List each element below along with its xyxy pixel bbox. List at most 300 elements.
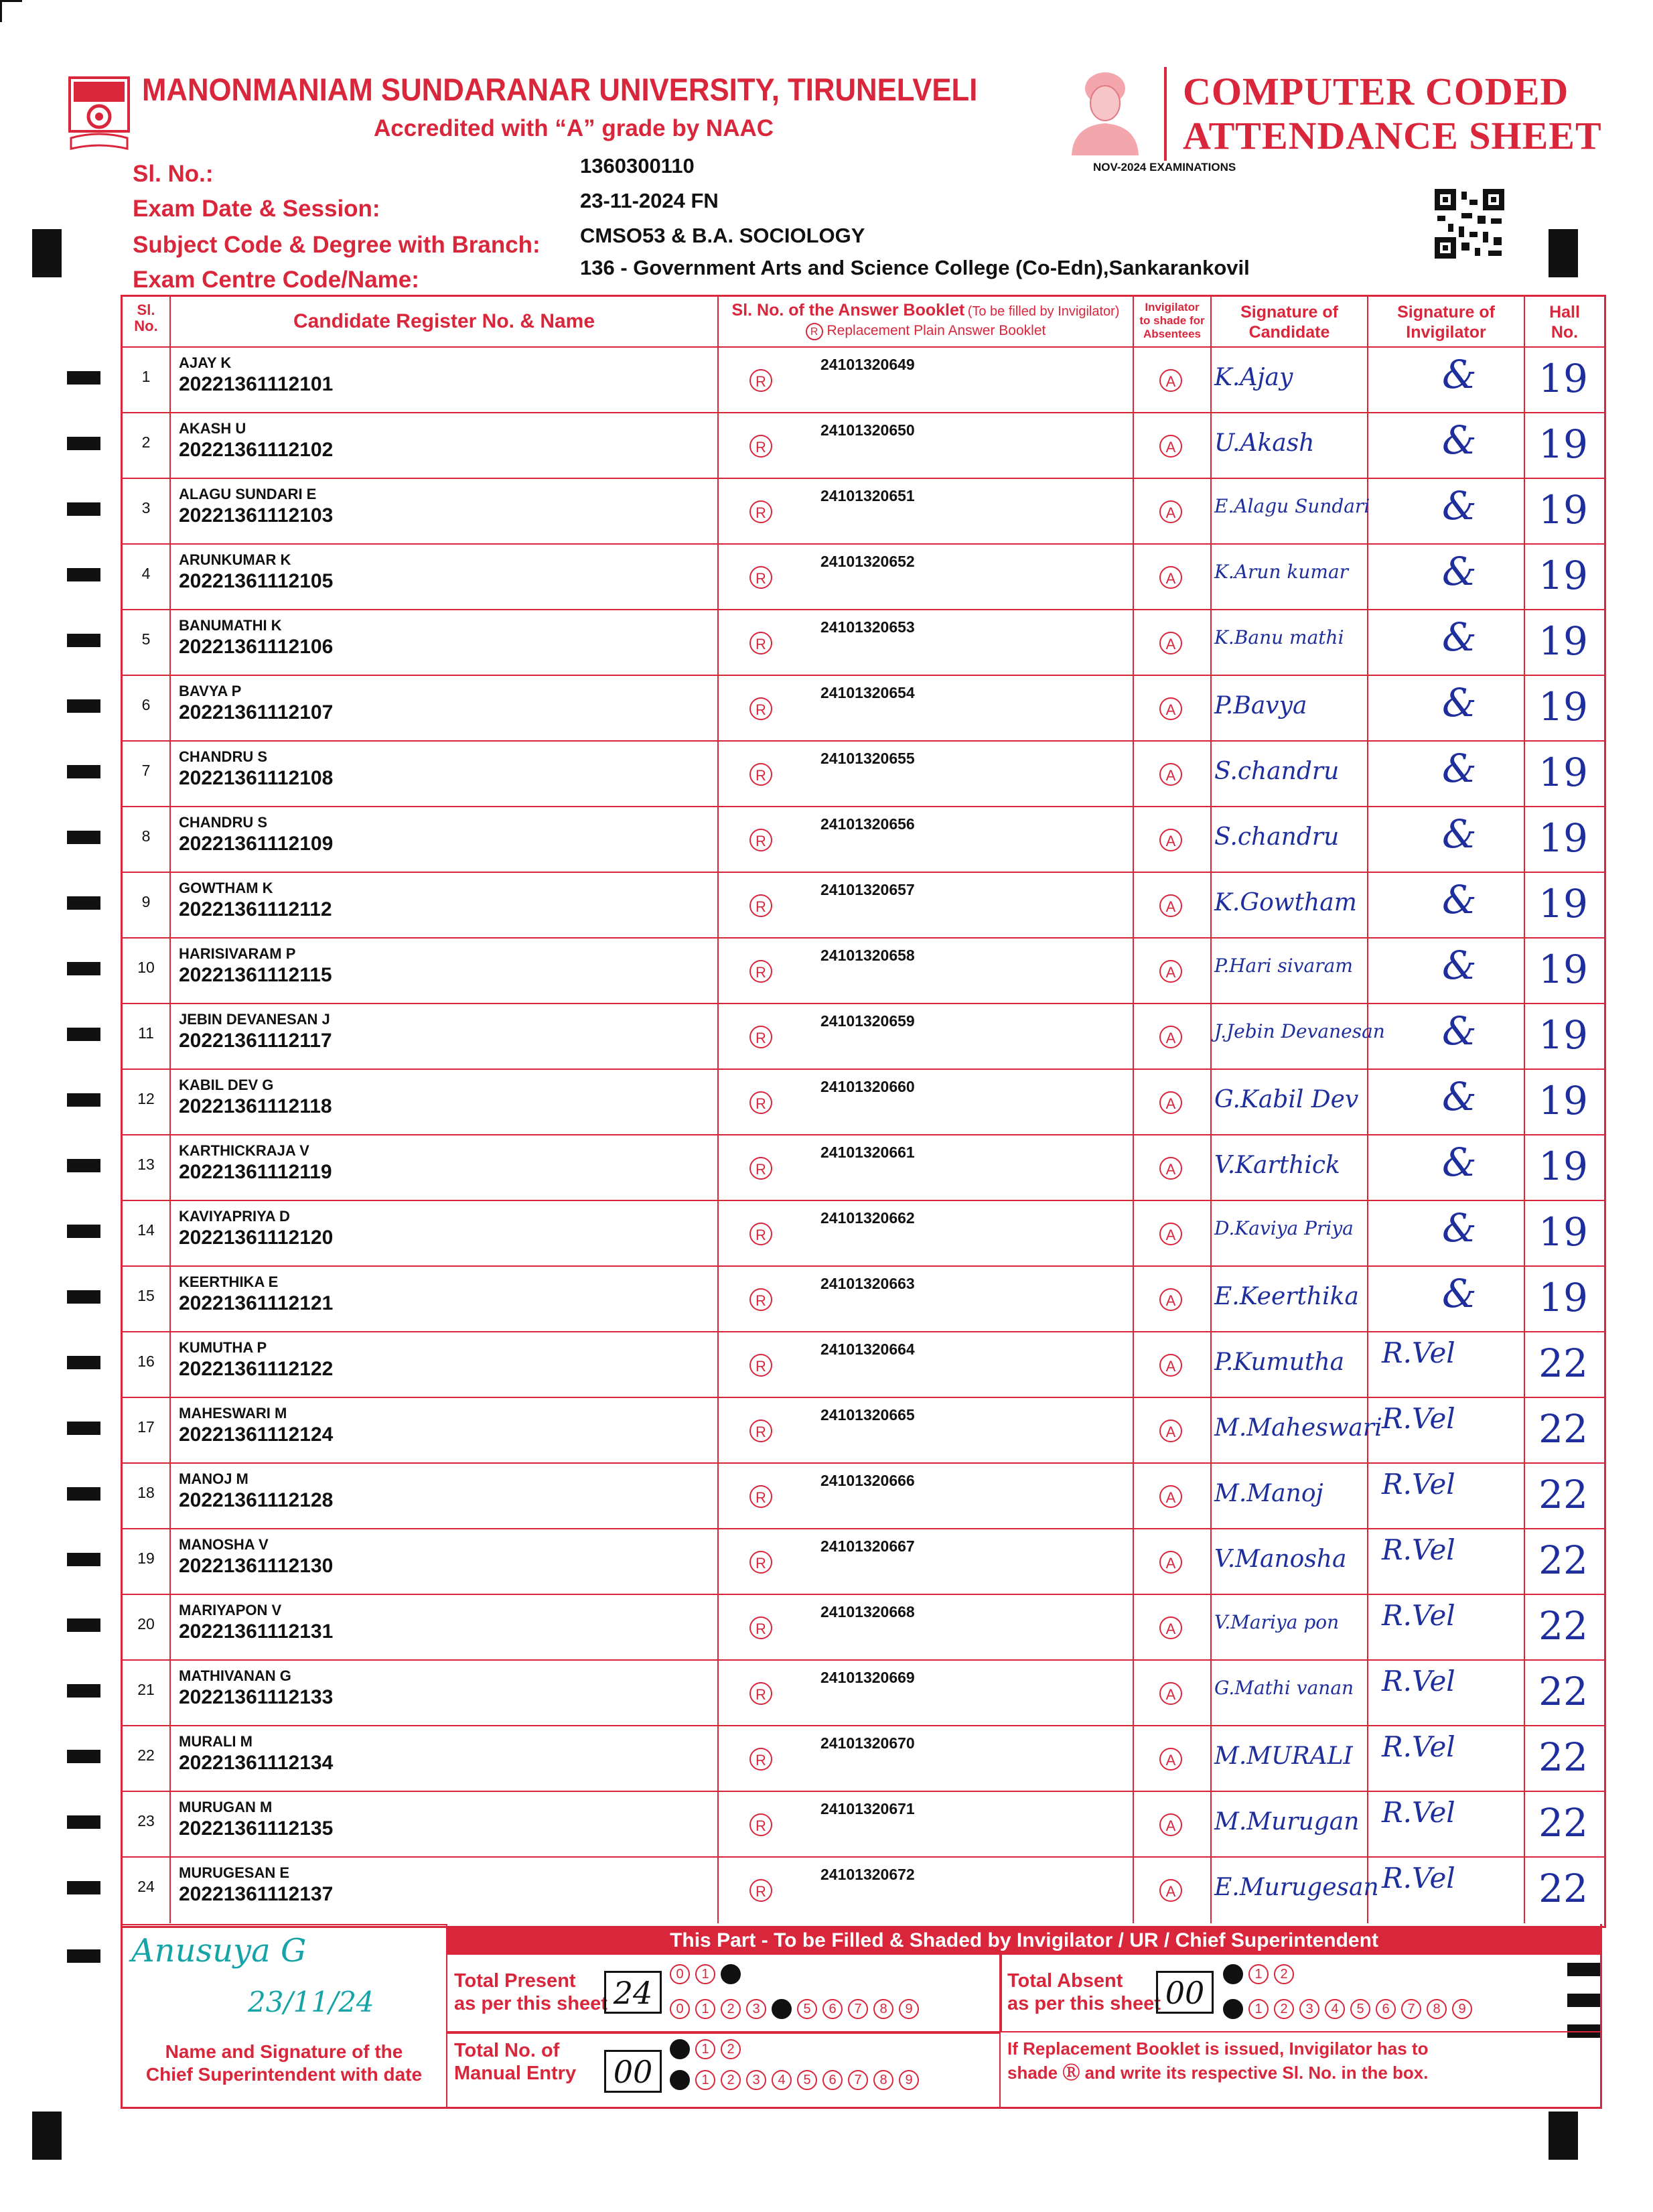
booklet-number: 24101320660 [820, 1078, 915, 1095]
table-row [123, 478, 1604, 545]
candidate-name: AJAY K [179, 354, 232, 371]
register-number: 20221361112117 [179, 1030, 332, 1052]
table-cell-divider [1367, 610, 1368, 676]
invigilator-signature: & [1442, 1008, 1477, 1054]
table-cell-divider [717, 545, 719, 610]
invigilator-signature: R.Vel [1382, 1599, 1455, 1632]
candidate-name: AKASH U [179, 420, 246, 437]
replacement-bubble[interactable]: R [749, 435, 772, 458]
booklet-number: 24101320666 [820, 1472, 915, 1489]
chief-date-signature: 23/11/24 [248, 1986, 374, 2018]
candidate-signature: S.chandru [1214, 758, 1340, 785]
table-row [123, 1528, 1604, 1595]
replace-legend-icon: R [806, 323, 823, 340]
sl-no: 7 [141, 762, 151, 779]
candidate-name: CHANDRU S [179, 814, 267, 831]
hall-number: 22 [1538, 1340, 1588, 1386]
digit-bubble[interactable]: 1 [695, 1999, 715, 2019]
hall-number: 19 [1538, 1078, 1588, 1123]
invigilator-signature: R.Vel [1382, 1730, 1455, 1763]
replacement-bubble[interactable]: R [749, 1813, 772, 1836]
replacement-bubble[interactable]: R [749, 566, 772, 589]
digit-bubble[interactable]: 2 [1274, 1999, 1294, 2019]
booklet-number: 24101320667 [820, 1537, 915, 1555]
timing-mark [67, 1356, 100, 1369]
absent-bubble[interactable]: A [1159, 1420, 1182, 1442]
replacement-bubble[interactable]: R [749, 1026, 772, 1048]
absent-bubble[interactable]: A [1159, 1616, 1182, 1639]
absent-bubble[interactable]: A [1159, 1551, 1182, 1574]
present-value: 24 [604, 1971, 662, 2014]
table-cell-divider [1367, 939, 1368, 1004]
absent-bubble[interactable]: A [1159, 697, 1182, 720]
sl-no-label: Sl. No.: [133, 161, 214, 187]
table-row [123, 1725, 1604, 1792]
digit-bubble[interactable]: 2 [721, 1999, 741, 2019]
replacement-bubble[interactable]: R [749, 829, 772, 851]
digit-bubble[interactable]: 1 [695, 2070, 715, 2090]
digit-bubble[interactable]: 2 [721, 2070, 741, 2090]
absent-bubble[interactable]: A [1159, 763, 1182, 786]
replacement-bubble[interactable]: R [749, 1420, 772, 1442]
corner-mark [0, 0, 22, 22]
sl-no: 9 [141, 893, 151, 910]
table-cell-divider [169, 1464, 171, 1529]
candidate-name: KARTHICKRAJA V [179, 1142, 309, 1159]
invigilator-signature: R.Vel [1382, 1533, 1455, 1566]
timing-mark [32, 2112, 62, 2160]
sl-no: 14 [137, 1221, 155, 1239]
register-number: 20221361112107 [179, 701, 334, 723]
register-number: 20221361112124 [179, 1424, 334, 1446]
register-number: 20221361112112 [179, 898, 332, 920]
replacement-bubble[interactable]: R [749, 1879, 772, 1902]
table-cell-divider [1367, 1726, 1368, 1792]
table-cell-divider [1367, 348, 1368, 413]
table-row [123, 937, 1604, 1004]
table-cell-divider [1133, 479, 1134, 545]
booklet-number: 24101320668 [820, 1603, 915, 1620]
absent-bubble[interactable]: A [1159, 1026, 1182, 1048]
table-cell-divider [717, 1267, 719, 1332]
hall-number: 22 [1538, 1734, 1588, 1780]
timing-mark [67, 765, 100, 778]
exam-date-label: Exam Date & Session: [133, 196, 380, 222]
absent-bubble[interactable]: A [1159, 829, 1182, 851]
table-cell-divider [169, 742, 171, 807]
digit-bubble[interactable]: 7 [848, 1999, 868, 2019]
booklet-number: 24101320670 [820, 1734, 915, 1752]
table-cell-divider [1210, 413, 1212, 479]
table-cell-divider [169, 1267, 171, 1332]
candidate-signature: E.Keerthika [1214, 1283, 1359, 1310]
absent-bubble[interactable]: A [1159, 435, 1182, 458]
table-cell-divider [1133, 742, 1134, 807]
digit-bubble[interactable]: 4 [772, 1999, 792, 2019]
table-cell-divider [169, 1135, 171, 1201]
digit-bubble[interactable]: 9 [899, 2070, 919, 2090]
digit-bubble[interactable]: 6 [822, 1999, 843, 2019]
table-cell-divider [717, 1858, 719, 1923]
register-number: 20221361112118 [179, 1095, 332, 1117]
table-cell-divider [1133, 1267, 1134, 1332]
digit-bubble[interactable]: 1 [695, 1964, 715, 1984]
absent-bubble[interactable]: A [1159, 1288, 1182, 1311]
absent-bubble[interactable]: A [1159, 1223, 1182, 1245]
table-row [123, 412, 1604, 479]
timing-mark [67, 1290, 100, 1304]
digit-bubble[interactable]: 5 [797, 1999, 817, 2019]
booklet-number: 24101320663 [820, 1275, 915, 1292]
table-cell-divider [717, 348, 719, 413]
hall-number: 19 [1538, 750, 1588, 795]
accreditation-text: Accredited with “A” grade by NAAC [374, 115, 774, 141]
digit-bubble[interactable]: 0 [670, 1999, 690, 2019]
digit-bubble[interactable]: 1 [1248, 1964, 1269, 1984]
sl-no: 18 [137, 1484, 155, 1501]
table-cell-divider [1133, 1661, 1134, 1726]
candidate-signature: G.Mathi vanan [1214, 1677, 1354, 1699]
centre-label: Exam Centre Code/Name: [133, 267, 419, 293]
absent-bubble[interactable]: A [1159, 1091, 1182, 1114]
table-cell-divider [717, 1529, 719, 1595]
candidate-signature: P.Kumutha [1214, 1349, 1345, 1376]
table-cell-divider [1367, 676, 1368, 742]
digit-bubble[interactable]: 4 [1325, 1999, 1345, 2019]
sl-no: 22 [137, 1746, 155, 1764]
digit-bubble[interactable]: 7 [1401, 1999, 1421, 2019]
table-row [123, 1462, 1604, 1529]
replacement-bubble[interactable]: R [749, 1682, 772, 1705]
digit-bubble[interactable]: 6 [1376, 1999, 1396, 2019]
candidate-name: HARISIVARAM P [179, 945, 296, 962]
table-cell-divider [717, 1661, 719, 1726]
timing-mark [1549, 2112, 1578, 2160]
sl-no-value: 1360300110 [580, 154, 695, 178]
candidate-name: GOWTHAM K [179, 880, 273, 896]
manual-value: 00 [604, 2050, 662, 2093]
register-number: 20221361112133 [179, 1686, 334, 1708]
candidate-signature: M.Murugan [1214, 1808, 1360, 1836]
timing-mark [67, 1618, 100, 1632]
replacement-bubble[interactable]: R [749, 1748, 772, 1771]
digit-bubble[interactable]: 4 [772, 2070, 792, 2090]
absent-bubble[interactable]: A [1159, 894, 1182, 917]
replacement-bubble[interactable]: R [749, 1485, 772, 1508]
table-cell-divider [717, 413, 719, 479]
digit-bubble[interactable]: 1 [1248, 1999, 1269, 2019]
booklet-number: 24101320661 [820, 1144, 915, 1161]
booklet-number: 24101320656 [820, 815, 915, 833]
table-cell-divider [169, 1792, 171, 1858]
register-number: 20221361112135 [179, 1817, 334, 1840]
timing-mark [67, 1881, 100, 1894]
digit-bubble[interactable]: 9 [1452, 1999, 1472, 2019]
timing-mark [67, 896, 100, 910]
booklet-number: 24101320658 [820, 947, 915, 964]
table-cell-divider [1133, 1595, 1134, 1661]
booklet-number: 24101320669 [820, 1669, 915, 1686]
digit-bubble[interactable]: 2 [1274, 1964, 1294, 1984]
hall-number: 19 [1538, 815, 1588, 861]
candidate-name: MATHIVANAN G [179, 1667, 291, 1684]
table-cell-divider [1367, 742, 1368, 807]
present-label: Total Present as per this sheet [454, 1970, 607, 2014]
table-row [123, 1397, 1604, 1464]
table-cell-divider [1210, 479, 1212, 545]
candidate-name: ALAGU SUNDARI E [179, 486, 317, 502]
sl-no: 23 [137, 1812, 155, 1829]
table-cell-divider [169, 1004, 171, 1070]
replacement-bubble[interactable]: R [749, 1354, 772, 1377]
hall-number: 22 [1538, 1537, 1588, 1583]
digit-bubble[interactable]: 8 [873, 1999, 893, 2019]
table-row [123, 1265, 1604, 1332]
absent-bubble[interactable]: A [1159, 1354, 1182, 1377]
table-cell-divider [169, 1398, 171, 1464]
absent-value: 00 [1156, 1971, 1214, 2014]
sl-no: 2 [141, 433, 151, 451]
sl-no: 10 [137, 959, 155, 976]
table-cell-divider [717, 1464, 719, 1529]
absent-bubble[interactable]: A [1159, 500, 1182, 523]
chief-name-signature: Anusuya G [131, 1932, 307, 1969]
table-cell-divider [717, 1792, 719, 1858]
table-row [123, 1594, 1604, 1661]
replacement-bubble[interactable]: R [749, 632, 772, 654]
hall-number: 19 [1538, 881, 1588, 926]
invigilator-banner: This Part - To be Filled & Shaded by Invigilator / UR / Chief Superintendent [446, 1928, 1602, 1953]
timing-mark [67, 1750, 100, 1763]
table-cell-divider [169, 1726, 171, 1792]
digit-bubble[interactable]: 3 [746, 2070, 766, 2090]
invigilator-signature: & [1442, 1205, 1477, 1251]
replacement-bubble[interactable]: R [749, 894, 772, 917]
candidate-signature: V.Manosha [1214, 1545, 1347, 1573]
absent-bubble[interactable]: A [1159, 1813, 1182, 1836]
candidate-name: CHANDRU S [179, 748, 267, 765]
timing-mark [67, 371, 100, 385]
table-cell-divider [1367, 873, 1368, 939]
digit-bubble[interactable]: 9 [899, 1999, 919, 2019]
timing-mark [67, 1225, 100, 1238]
sl-no: 17 [137, 1418, 155, 1436]
candidate-signature: U.Akash [1214, 429, 1315, 457]
table-cell-divider [717, 1004, 719, 1070]
absent-label: Total Absent as per this sheet [1007, 1970, 1161, 2014]
table-cell-divider [1210, 1135, 1212, 1201]
table-cell-divider [1210, 807, 1212, 873]
invigilator-signature: & [1442, 1074, 1477, 1119]
replacement-bubble[interactable]: R [749, 960, 772, 983]
replacement-bubble[interactable]: R [749, 697, 772, 720]
candidate-name: BAVYA P [179, 683, 242, 699]
hall-number: 22 [1538, 1669, 1588, 1714]
invigilator-signature: R.Vel [1382, 1336, 1455, 1369]
table-cell-divider [717, 742, 719, 807]
digit-bubble[interactable]: 8 [873, 2070, 893, 2090]
replacement-bubble[interactable]: R [749, 1091, 772, 1114]
candidate-signature: K.Banu mathi [1214, 626, 1344, 648]
table-cell-divider [717, 1332, 719, 1398]
table-cell-divider [1210, 1464, 1212, 1529]
register-number: 20221361112106 [179, 636, 334, 658]
register-number: 20221361112122 [179, 1358, 334, 1380]
digit-bubble[interactable]: 2 [721, 1964, 741, 1984]
digit-bubble[interactable]: 3 [1299, 1999, 1319, 2019]
replacement-bubble[interactable]: R [749, 763, 772, 786]
replacement-note: If Replacement Booklet is issued, Invigilator has to shade Ⓡ and write its respective Sl. No. in the box. [1007, 2038, 1429, 2083]
invigilator-signature: & [1442, 746, 1477, 791]
table-cell-divider [1133, 1070, 1134, 1135]
digit-bubble[interactable]: 7 [848, 2070, 868, 2090]
absent-bubble[interactable]: A [1159, 1157, 1182, 1180]
hall-number: 19 [1538, 947, 1588, 992]
candidate-name: MURALI M [179, 1733, 253, 1750]
table-cell-divider [717, 1135, 719, 1201]
candidate-signature: E.Alagu Sundari [1214, 495, 1370, 517]
digit-bubble[interactable]: 1 [695, 2039, 715, 2059]
sl-no: 19 [137, 1549, 155, 1567]
invigilator-signature: R.Vel [1382, 1862, 1455, 1894]
booklet-header-title: Sl. No. of the Answer Booklet [731, 301, 965, 320]
table-cell-divider [1133, 1792, 1134, 1858]
booklet-number: 24101320671 [820, 1800, 915, 1817]
digit-bubble[interactable]: 0 [1223, 1964, 1243, 1984]
table-cell-divider [1367, 1661, 1368, 1726]
table-cell-divider [169, 1201, 171, 1267]
digit-bubble[interactable]: 6 [822, 2070, 843, 2090]
candidate-signature: K.Gowtham [1214, 889, 1357, 916]
hall-number: 19 [1538, 618, 1588, 664]
hall-number: 19 [1538, 487, 1588, 533]
table-cell-divider [1210, 1004, 1212, 1070]
digit-bubble[interactable]: 0 [670, 1964, 690, 1984]
table-cell-divider [169, 939, 171, 1004]
replacement-bubble[interactable]: R [749, 1616, 772, 1639]
invigilator-signature: & [1442, 614, 1477, 660]
table-cell-divider [1133, 1464, 1134, 1529]
table-cell-divider [1210, 1595, 1212, 1661]
absent-bubble[interactable]: A [1159, 1682, 1182, 1705]
table-cell-divider [717, 610, 719, 676]
hall-number: 22 [1538, 1866, 1588, 1911]
table-cell-divider [1210, 1201, 1212, 1267]
replacement-bubble[interactable]: R [749, 1288, 772, 1311]
booklet-number: 24101320664 [820, 1340, 915, 1358]
candidate-name: KEERTHIKA E [179, 1273, 279, 1290]
candidate-signature: P.Hari sivaram [1214, 955, 1353, 977]
table-cell-divider [1133, 1201, 1134, 1267]
digit-bubble[interactable]: 0 [670, 2039, 690, 2059]
hall-number: 19 [1538, 1275, 1588, 1320]
booklet-number: 24101320672 [820, 1866, 915, 1883]
table-cell-divider [1210, 742, 1212, 807]
absent-bubble[interactable]: A [1159, 960, 1182, 983]
table-cell-divider [717, 939, 719, 1004]
candidate-signature: M.Manoj [1214, 1480, 1323, 1507]
table-cell-divider [717, 873, 719, 939]
timing-mark [67, 437, 100, 450]
digit-bubble[interactable]: 2 [721, 2039, 741, 2059]
qr-code-icon [1435, 189, 1504, 259]
table-cell-divider [717, 1398, 719, 1464]
booklet-number: 24101320655 [820, 750, 915, 767]
manual-label: Total No. of Manual Entry [454, 2040, 577, 2084]
candidate-name: KAVIYAPRIYA D [179, 1208, 290, 1225]
sl-no: 12 [137, 1090, 155, 1107]
replacement-bubble[interactable]: R [749, 369, 772, 392]
register-number: 20221361112105 [179, 570, 334, 592]
replacement-bubble[interactable]: R [749, 1551, 772, 1574]
absent-bubble[interactable]: A [1159, 1879, 1182, 1902]
register-number: 20221361112134 [179, 1752, 334, 1774]
candidate-name: MURUGAN M [179, 1799, 273, 1815]
invigilator-signature: & [1442, 483, 1477, 529]
candidate-signature: K.Arun kumar [1214, 561, 1349, 583]
hall-number: 19 [1538, 553, 1588, 598]
sl-no: 3 [141, 499, 151, 516]
replacement-bubble[interactable]: R [749, 500, 772, 523]
absent-bubble[interactable]: A [1159, 1748, 1182, 1771]
replacement-bubble[interactable]: R [749, 1223, 772, 1245]
digit-bubble[interactable]: 0 [670, 2070, 690, 2090]
hall-number: 19 [1538, 1012, 1588, 1058]
table-cell-divider [1210, 1398, 1212, 1464]
timing-mark [67, 1553, 100, 1566]
table-cell-divider [1367, 807, 1368, 873]
digit-bubble[interactable]: 5 [1350, 1999, 1370, 2019]
table-cell-divider [1210, 1332, 1212, 1398]
table-cell-divider [717, 1595, 719, 1661]
attendance-table [121, 295, 1606, 1928]
digit-bubble[interactable]: 3 [746, 1999, 766, 2019]
replacement-bubble[interactable]: R [749, 1157, 772, 1180]
chief-label: Name and Signature of the Chief Superintendent with date [145, 2041, 423, 2085]
invigilator-signature: & [1442, 680, 1477, 725]
subject-label: Subject Code & Degree with Branch: [133, 232, 541, 258]
digit-bubble[interactable]: 8 [1427, 1999, 1447, 2019]
table-cell-divider [169, 1332, 171, 1398]
sheet-title [1183, 70, 1602, 158]
booklet-number: 24101320659 [820, 1012, 915, 1030]
table-cell-divider [717, 676, 719, 742]
absent-bubble[interactable]: A [1159, 566, 1182, 589]
hall-number: 19 [1538, 1209, 1588, 1255]
table-cell-divider [1210, 939, 1212, 1004]
candidate-name: MANOSHA V [179, 1536, 269, 1553]
hall-number: 19 [1538, 1144, 1588, 1189]
exam-date-value: 23-11-2024 FN [580, 189, 719, 212]
candidate-signature: P.Bavya [1214, 692, 1307, 719]
digit-bubble[interactable]: 5 [797, 2070, 817, 2090]
booklet-number: 24101320657 [820, 881, 915, 898]
sl-no: 4 [141, 565, 151, 582]
digit-bubble[interactable]: 0 [1223, 1999, 1243, 2019]
absent-bubble[interactable]: A [1159, 632, 1182, 654]
sheet-title-line1: COMPUTER CODED [1183, 70, 1569, 113]
timing-mark [67, 1422, 100, 1435]
sl-no: 1 [141, 368, 151, 385]
sl-no: 8 [141, 827, 151, 845]
timing-mark [67, 1093, 100, 1107]
table-cell-divider [717, 479, 719, 545]
table-cell-divider [1367, 1135, 1368, 1201]
table-cell-divider [1133, 348, 1134, 413]
absent-bubble[interactable]: A [1159, 1485, 1182, 1508]
invigilator-signature: R.Vel [1382, 1402, 1455, 1435]
absent-bubble[interactable]: A [1159, 369, 1182, 392]
